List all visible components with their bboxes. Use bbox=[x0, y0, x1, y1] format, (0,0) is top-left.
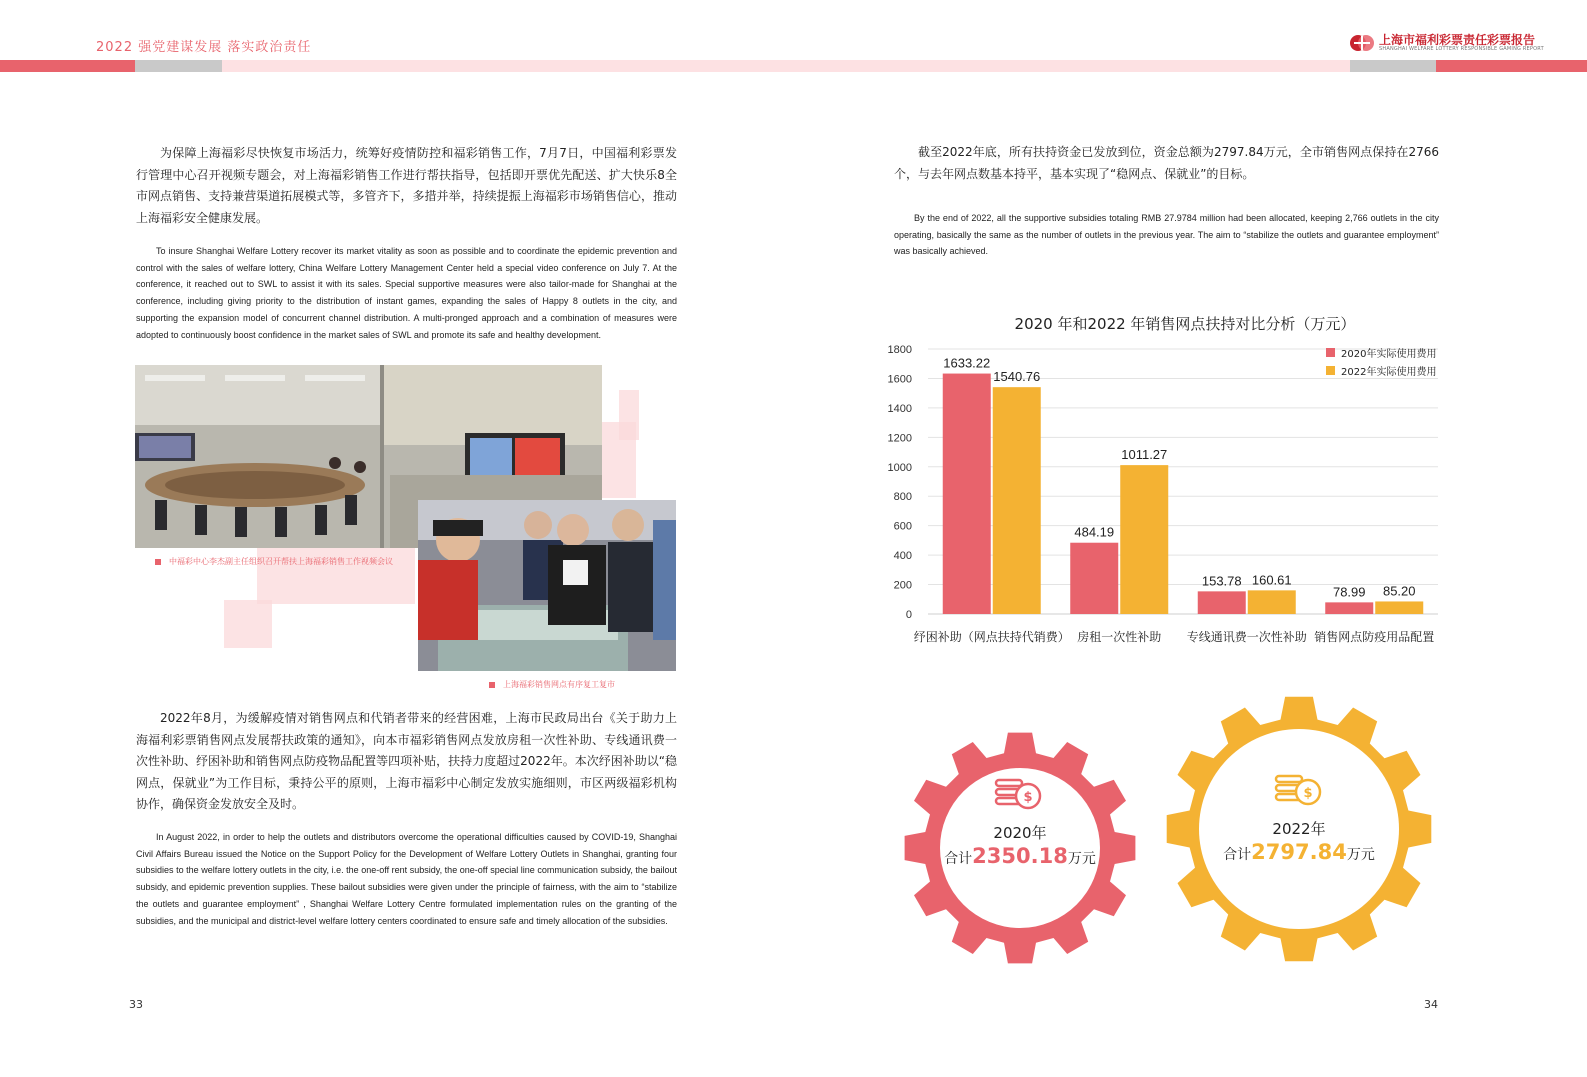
bar-2020 bbox=[1198, 591, 1246, 614]
caption-marker bbox=[489, 682, 495, 688]
photo-caption-1 bbox=[155, 556, 393, 567]
gear-total-2022 bbox=[1164, 694, 1434, 964]
caption-text: 上海福彩销售网点有序复工复市 bbox=[503, 680, 615, 689]
x-category-label: 销售网点防疫用品配置 bbox=[1314, 630, 1435, 644]
outlet-customers-image bbox=[418, 500, 676, 671]
y-tick-label: 0 bbox=[905, 609, 912, 621]
header-section-title: 2022 强党建谋发展 落实政治责任 bbox=[96, 40, 312, 55]
header-band-red-right bbox=[1436, 60, 1587, 72]
x-category-label: 纾困补助（网点扶持代销费） bbox=[913, 630, 1070, 644]
y-tick-label: 1000 bbox=[887, 461, 912, 474]
y-tick-label: 1200 bbox=[887, 432, 912, 445]
photo-outlet-reopening bbox=[418, 500, 676, 671]
header-band-red-left bbox=[0, 60, 135, 72]
gear-total-unit: 万元 bbox=[1346, 847, 1375, 863]
x-category-label: 专线通讯费一次性补助 bbox=[1186, 630, 1307, 644]
page-number-left: 33 bbox=[129, 998, 143, 1011]
header-band-gray-right bbox=[1350, 60, 1436, 72]
gear-total-line-2020 bbox=[902, 844, 1138, 868]
y-tick-label: 600 bbox=[893, 520, 912, 533]
bar-value-label: 484.19 bbox=[1074, 524, 1115, 540]
bar-2020 bbox=[1070, 543, 1118, 614]
bar-chart bbox=[878, 335, 1453, 660]
bar-value-label: 1011.27 bbox=[1121, 447, 1168, 463]
bar-2022 bbox=[993, 387, 1041, 614]
caption-text: 中福彩中心李杰副主任组织召开帮扶上海福彩销售工作视频会议 bbox=[169, 557, 393, 566]
chart-title: 2020 年和2022 年销售网点扶持对比分析（万元） bbox=[1014, 315, 1356, 333]
header-band-pink bbox=[222, 60, 1350, 72]
gear-total-2020 bbox=[902, 730, 1138, 966]
coins-dollar-icon bbox=[1274, 770, 1322, 808]
bar-value-label: 1540.76 bbox=[993, 369, 1041, 385]
left-paragraph-2-en: In August 2022, in order to help the outlets and distributors overcome the operational difficulties caused by COVID-19, Shanghai Civil Affairs Bureau issued the Notice on the Support Policy for the Development of Welfare Lottery Outlets in Shanghai, granting four subsidies to the welfare lottery outlets in the city, i.e. the one-off rent subsidy, the one-off special line communication subsidy, the bailout subsidy, and epidemic prevention supplies. These bailout subsidies were given under the principle of fairness, with the aim to “stabilize the outlets and guarantee employment” , Shanghai Welfare Lottery Centre formulated implementation rules on the granting of the subsidies, and the municipal and district-level welfare lottery centers coordinated to ensure safe and timely allocation of the subsidies. bbox=[136, 832, 677, 926]
bar-value-label: 78.99 bbox=[1332, 584, 1366, 600]
brand-logo bbox=[1349, 31, 1549, 57]
gear-total-amount: 2797.84 bbox=[1251, 840, 1347, 864]
decor-square bbox=[224, 600, 272, 648]
header-band-gray-left bbox=[135, 60, 222, 72]
y-tick-label: 1600 bbox=[887, 373, 912, 386]
right-paragraph-1-en: By the end of 2022, all the supportive subsidies totaling RMB 27.9784 million had been allocated, keeping 2,766 outlets in the city operating, basically the same as the number of outlets in the previous year. The aim to “stabilize the outlets and guarantee employment” was basically achieved. bbox=[894, 213, 1439, 257]
y-tick-label: 200 bbox=[893, 579, 912, 592]
gear-total-unit: 万元 bbox=[1067, 851, 1096, 867]
legend-swatch bbox=[1326, 366, 1335, 375]
left-paragraph-1-en: To insure Shanghai Welfare Lottery recover its market vitality as soon as possible and to coordinate the epidemic prevention and control with the sales of welfare lottery, China Welfare Lottery Management Center held a special video conference on July 7. At the conference, it reached out to SWL to assist it with its sales. Special supportive measures were also tailor-made for Shanghai at the conference, including giving priority to the distribution of instant games, expanding the sales of Happy 8 outlets in the city, and supporting the expansion model of concurrent channel distribution. A multi-pronged approach and a combination of measures were adopted to continuously boost confidence in the market sales of SWL and promote its safe and healthy development. bbox=[136, 246, 677, 340]
left-paragraph-1-cn: 为保障上海福彩尽快恢复市场活力，统筹好疫情防控和福彩销售工作，7月7日，中国福利彩票发行管理中心召开视频专题会，对上海福彩销售工作进行帮扶指导，包括即开票优先配送、扩大快乐8全市网点销售、支持兼营渠道拓展模式等，多管齐下，多措并举，持续提振上海福彩市场销售信心，推动上海福彩安全健康发展。 bbox=[136, 146, 677, 225]
left-paragraph-2-cn: 2022年8月，为缓解疫情对销售网点和代销者带来的经营困难，上海市民政局出台《关于助力上海福利彩票销售网点发展帮扶政策的通知》，向本市福彩销售网点发放房租一次性补助、专线通讯费一次性补助、纾困补助和销售网点防疫物品配置等四项补贴，扶持力度超过2022年。本次纾困补助以“稳网点，保就业”为工作目标，秉持公平的原则，上海市福彩中心制定发放实施细则，市区两级福彩机构协作，确保资金发放安全及时。 bbox=[136, 711, 677, 811]
bar-value-label: 1633.22 bbox=[943, 355, 991, 371]
brand-name-cn: 上海市福利彩票责任彩票报告 bbox=[1379, 33, 1536, 47]
svg-text:$: $ bbox=[1303, 786, 1313, 801]
bar-2022 bbox=[1120, 465, 1168, 614]
right-paragraph-1-cn: 截至2022年底，所有扶持资金已发放到位，资金总额为2797.84万元，全市销售网点保持在2766个，与去年网点数基本持平，基本实现了“稳网点、保就业”的目标。 bbox=[894, 145, 1439, 181]
bar-2022 bbox=[1375, 601, 1423, 614]
bar-value-label: 153.78 bbox=[1201, 573, 1242, 589]
gear-year-2022: 2022年 bbox=[1272, 820, 1326, 838]
y-tick-label: 400 bbox=[893, 550, 912, 563]
bar-2020 bbox=[943, 374, 991, 614]
page-number-right: 34 bbox=[1424, 998, 1438, 1011]
legend-swatch bbox=[1326, 348, 1335, 357]
gear-total-prefix: 合计 bbox=[944, 851, 973, 867]
gear-year-2020: 2020年 bbox=[993, 824, 1047, 842]
x-category-label: 房租一次性补助 bbox=[1077, 630, 1162, 644]
bar-value-label: 160.61 bbox=[1251, 572, 1292, 588]
y-tick-label: 1800 bbox=[887, 344, 912, 356]
y-tick-label: 1400 bbox=[887, 402, 912, 415]
decor-square bbox=[601, 422, 636, 498]
y-tick-label: 800 bbox=[893, 491, 912, 504]
legend-label: 2022年实际使用费用 bbox=[1341, 367, 1437, 378]
bar-2020 bbox=[1325, 602, 1373, 614]
gear-total-line-2022 bbox=[1164, 840, 1434, 864]
caption-marker bbox=[155, 559, 161, 565]
svg-text:$: $ bbox=[1023, 790, 1033, 805]
gear-total-prefix: 合计 bbox=[1223, 847, 1252, 863]
brand-name-en: SHANGHAI WELFARE LOTTERY RESPONSIBLE GAMING REPORT bbox=[1379, 46, 1544, 52]
bar-2022 bbox=[1248, 590, 1296, 614]
coins-dollar-icon bbox=[994, 774, 1042, 812]
photo-caption-2 bbox=[489, 679, 615, 690]
bar-value-label: 85.20 bbox=[1382, 583, 1416, 599]
gear-total-amount: 2350.18 bbox=[972, 844, 1068, 868]
legend-label: 2020年实际使用费用 bbox=[1341, 349, 1437, 360]
lottery-logo-icon bbox=[1349, 31, 1375, 55]
